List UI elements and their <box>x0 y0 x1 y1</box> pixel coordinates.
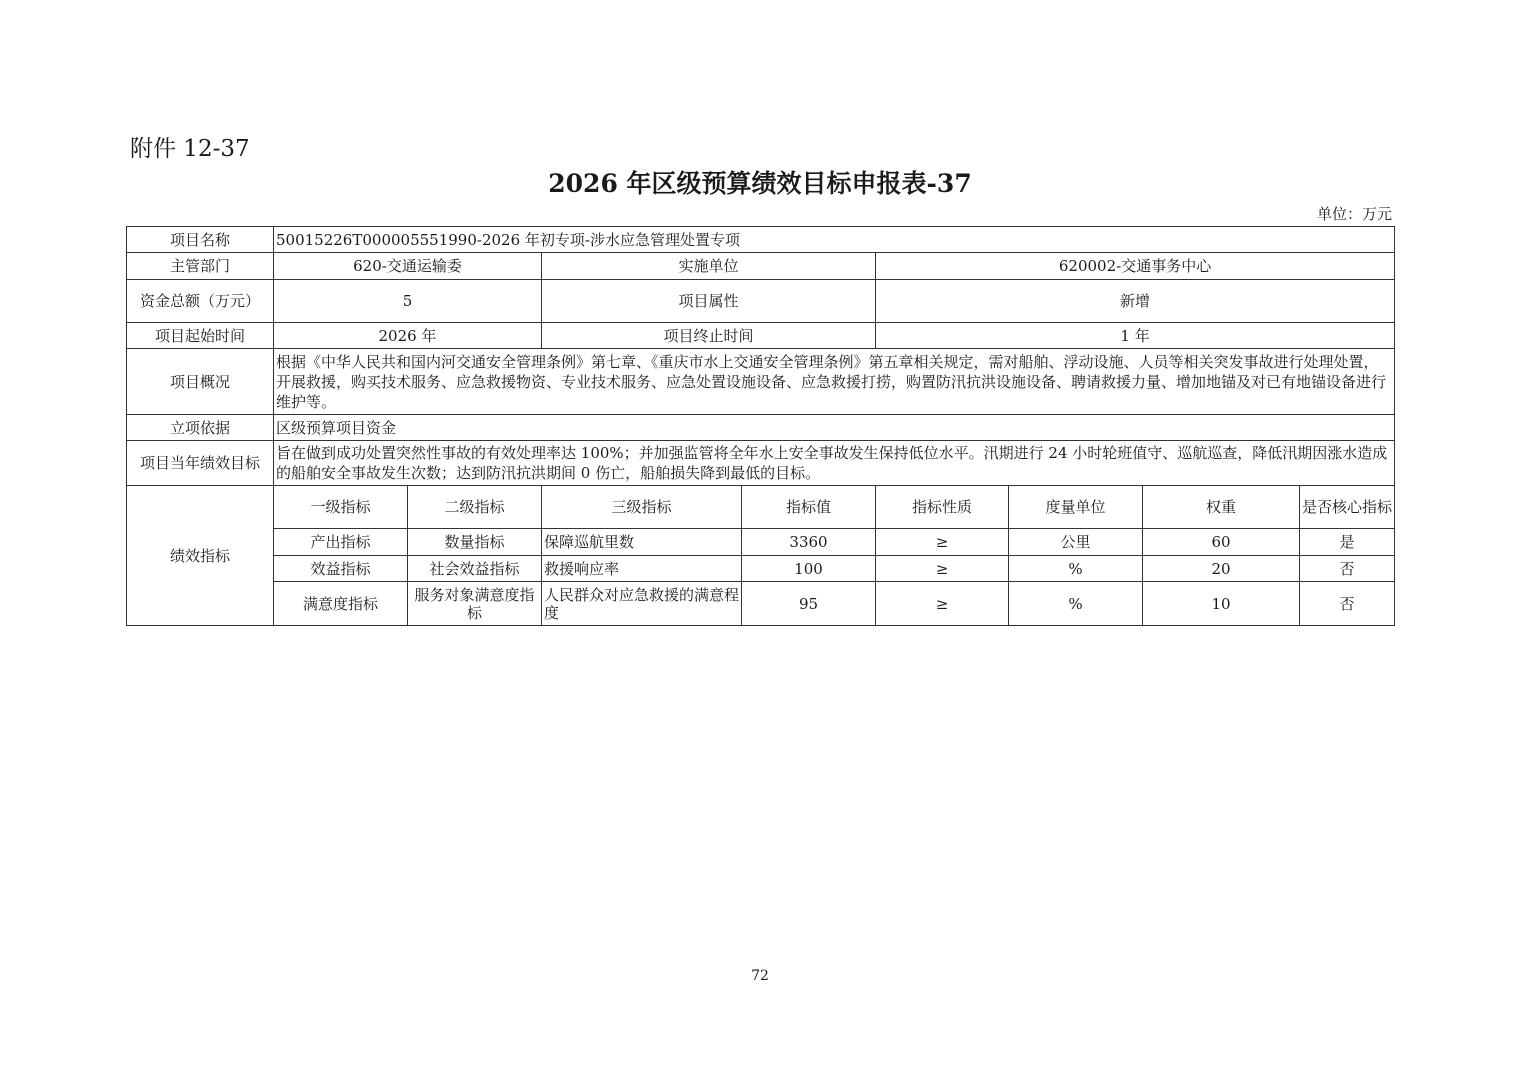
indicator-header-row <box>127 486 1395 529</box>
header-cell: 指标值 <box>742 486 876 529</box>
value-cell: 3360 <box>742 529 876 556</box>
impl-unit-label: 实施单位 <box>542 253 876 280</box>
level2-cell: 服务对象满意度指标 <box>408 582 542 626</box>
value-cell: 95 <box>742 582 876 626</box>
weight-cell: 60 <box>1143 529 1300 556</box>
start-time-value: 2026 年 <box>274 323 542 349</box>
project-attr-label: 项目属性 <box>542 280 876 323</box>
table-row <box>127 280 1395 323</box>
end-time-label: 项目终止时间 <box>542 323 876 349</box>
value-cell: 100 <box>742 556 876 582</box>
level2-cell: 社会效益指标 <box>408 556 542 582</box>
basis-label: 立项依据 <box>127 415 274 441</box>
core-cell: 是 <box>1300 529 1395 556</box>
project-name-label: 项目名称 <box>127 227 274 253</box>
unit-cell: % <box>1009 582 1143 626</box>
header-cell: 三级指标 <box>542 486 742 529</box>
overview-label: 项目概况 <box>127 349 274 415</box>
core-cell: 否 <box>1300 556 1395 582</box>
annual-goal-value: 旨在做到成功处置突然性事故的有效处理率达 100%；并加强监管将全年水上安全事故发生保持低位水平。汛期进行 24 小时轮班值守、巡航巡查，降低汛期因涨水造成的船舶安全事故发生次数；达到防汛抗洪期间 0 伤亡，船舶损失降到最低的目标。 <box>274 441 1395 486</box>
level1-cell: 产出指标 <box>274 529 408 556</box>
level3-cell: 救援响应率 <box>542 556 742 582</box>
start-time-label: 项目起始时间 <box>127 323 274 349</box>
basis-value: 区级预算项目资金 <box>274 415 1395 441</box>
fund-total-label: 资金总额（万元） <box>127 280 274 323</box>
table-row <box>127 227 1395 253</box>
annual-goal-label: 项目当年绩效目标 <box>127 441 274 486</box>
indicator-row <box>127 582 1395 626</box>
page-number: 72 <box>751 968 769 984</box>
header-cell: 度量单位 <box>1009 486 1143 529</box>
level2-cell: 数量指标 <box>408 529 542 556</box>
nature-cell: ≥ <box>876 529 1009 556</box>
indicator-row <box>127 529 1395 556</box>
table-row <box>127 441 1395 486</box>
budget-performance-table <box>126 226 1395 626</box>
impl-unit-value: 620002-交通事务中心 <box>876 253 1395 280</box>
form-title: 2026 年区级预算绩效目标申报表-37 <box>548 169 972 198</box>
header-cell: 是否核心指标 <box>1300 486 1395 529</box>
level3-cell: 保障巡航里数 <box>542 529 742 556</box>
level1-cell: 效益指标 <box>274 556 408 582</box>
indicator-row <box>127 556 1395 582</box>
header-cell: 指标性质 <box>876 486 1009 529</box>
table-row <box>127 349 1395 415</box>
overview-value: 根据《中华人民共和国内河交通安全管理条例》第七章、《重庆市水上交通安全管理条例》第五章相关规定，需对船舶、浮动设施、人员等相关突发事故进行处理处置，开展救援，购买技术服务、应急救援物资、专业技术服务、应急处置设施设备、应急救援打捞，购置防汛抗洪设施设备、聘请救援力量、增加地锚及对已有地锚设备进行维护等。 <box>274 349 1395 415</box>
dept-label: 主管部门 <box>127 253 274 280</box>
table-row <box>127 323 1395 349</box>
level3-cell: 人民群众对应急救援的满意程度 <box>542 582 742 626</box>
end-time-value: 1 年 <box>876 323 1395 349</box>
nature-cell: ≥ <box>876 582 1009 626</box>
project-attr-value: 新增 <box>876 280 1395 323</box>
unit-cell: 公里 <box>1009 529 1143 556</box>
fund-total-value: 5 <box>274 280 542 323</box>
project-name-value: 50015226T000005551990-2026 年初专项-涉水应急管理处置专项 <box>274 227 1395 253</box>
header-cell: 一级指标 <box>274 486 408 529</box>
table-row <box>127 415 1395 441</box>
table-row <box>127 253 1395 280</box>
nature-cell: ≥ <box>876 556 1009 582</box>
unit-label: 单位：万元 <box>1316 205 1392 223</box>
weight-cell: 20 <box>1143 556 1300 582</box>
header-cell: 二级指标 <box>408 486 542 529</box>
header-cell: 权重 <box>1143 486 1300 529</box>
indicators-section-label: 绩效指标 <box>127 486 274 626</box>
annex-label: 附件 12-37 <box>130 136 250 162</box>
core-cell: 否 <box>1300 582 1395 626</box>
level1-cell: 满意度指标 <box>274 582 408 626</box>
weight-cell: 10 <box>1143 582 1300 626</box>
unit-cell: % <box>1009 556 1143 582</box>
dept-value: 620-交通运输委 <box>274 253 542 280</box>
